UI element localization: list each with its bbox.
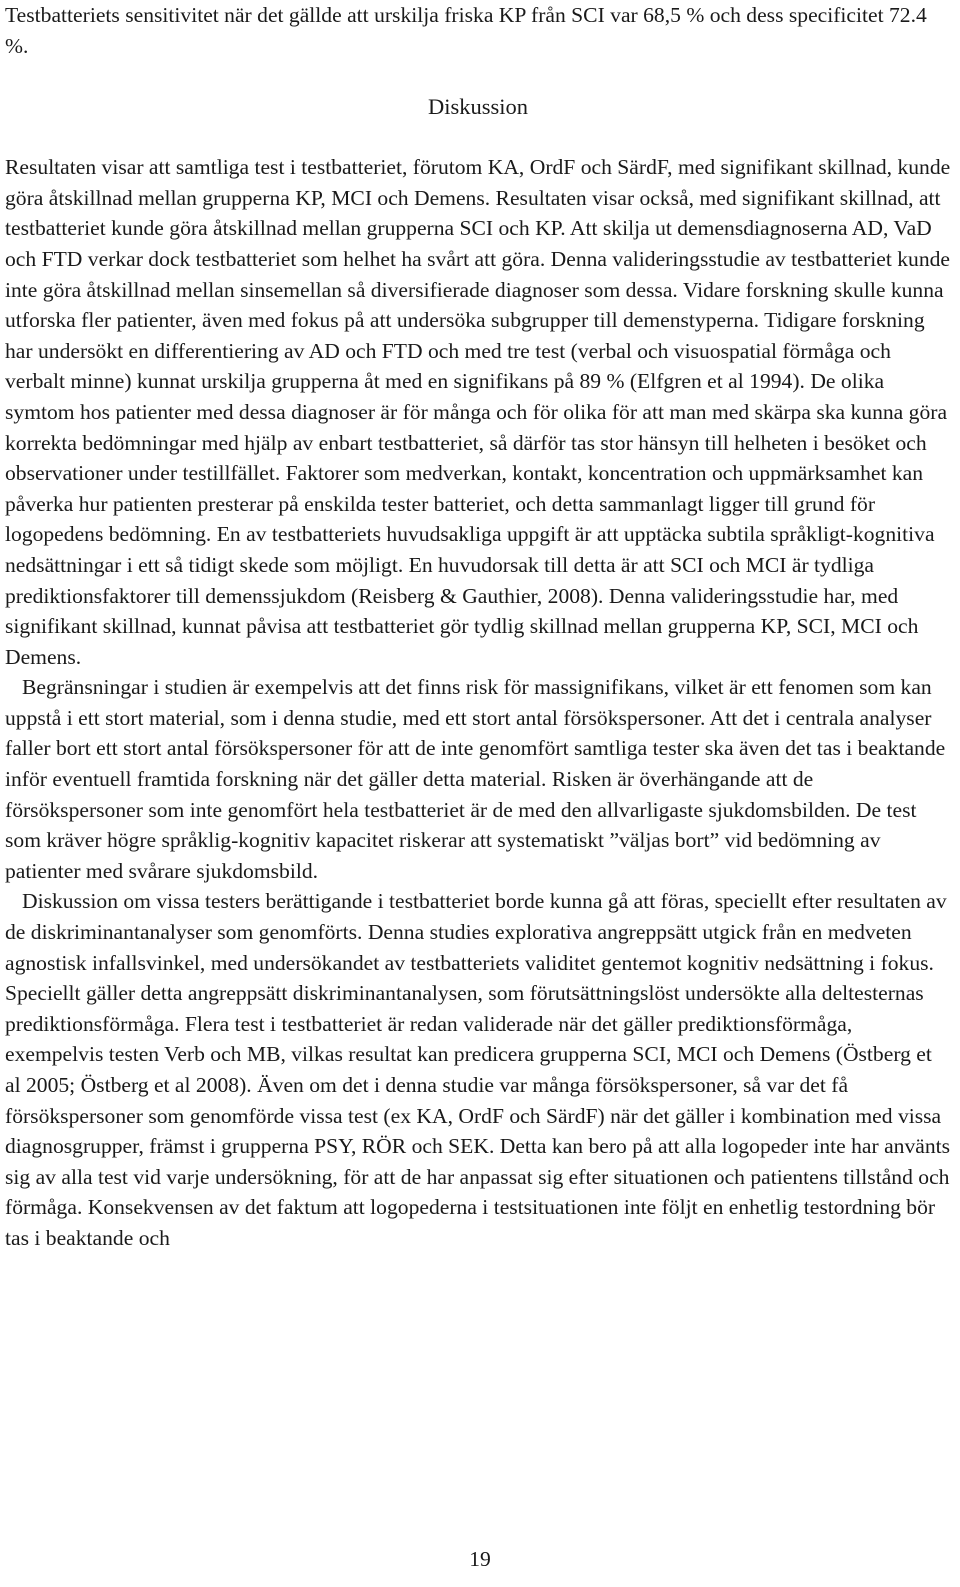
body-paragraph-limitations: Begränsningar i studien är exempelvis att det finns risk för massignifikans, vilket är ett fenomen som kan uppstå i ett stort material, som i denna studie, med ett stort antal försökspersoner. Att det i centrala analyser faller bort ett stort antal försökspersoner för att de inte genomfört samtliga tester ska även det tas i beaktande inför eventuell framtida forskning när det gäller detta material. Risken är överhängande att de försökspersoner som inte genomfört hela testbatteriet är de med den allvarligaste sjukdomsbilden. De test som kräver högre språklig-kognitiv kapacitet riskerar att systematiskt ”väljas bort” vid bedömning av patienter med svårare sjukdomsbild. [5,675,946,883]
intro-paragraph: Testbatteriets sensitivitet när det gällde att urskilja friska KP från SCI var 68,5 % och dess specificitet 72.4 %. [5,3,927,58]
body-paragraph-test-discussion: Diskussion om vissa testers berättigande i testbatteriet borde kunna gå att föras, speciellt efter resultaten av de diskriminantanalyser som genomförts. Denna studies explorativa angreppsätt utgick från en medveten agnostisk infallsvinkel, med undersökandet av testbatteriets validitet gentemot kognitiv nedsättning i fokus. Speciellt gäller detta angreppsätt diskriminantanalysen, som förutsättningslöst undersökte alla deltesternas prediktionsförmåga. Flera test i testbatteriet är redan validerade när det gäller prediktionsförmåga, exempelvis testen Verb och MB, vilkas resultat kan predicera grupperna SCI, MCI och Demens (Östberg et al 2005; Östberg et al 2008). Även om det i denna studie var många försökspersoner, så var det få försökspersoner som genomförde vissa test (ex KA, OrdF och SärdF) när det gäller i kombination med vissa diagnosgrupper, främst i grupperna PSY, RÖR och SEK. Detta kan bero på att alla logopeder inte har använts sig av alla test vid varje undersökning, för att de har anpassat sig efter situationen och patientens tillstånd och förmåga. Konsekvensen av det faktum att logopederna i testsituationen inte följt en enhetlig testordning bör tas i beaktande och [5,889,951,1250]
page-number: 19 [469,1547,491,1571]
page-content [5,0,951,1254]
body-paragraph-results: Resultaten visar att samtliga test i testbatteriet, förutom KA, OrdF och SärdF, med signifikant skillnad, kunde göra åtskillnad mellan grupperna KP, MCI och Demens. Resultaten visar också, med signifikant skillnad, att testbatteriet kunde göra åtskillnad mellan grupperna SCI och KP. Att skilja ut demensdiagnoserna AD, VaD och FTD verkar dock testbatteriet som helhet ha svårt att göra. Denna valideringsstudie av testbatteriet kunde inte göra åtskillnad mellan sinsemellan så diversifierade diagnoser som dessa. Vidare forskning skulle kunna utforska fler patienter, även med fokus på att undersöka subgrupper till demenstyperna. Tidigare forskning har undersökt en differentiering av AD och FTD och med tre test (verbal och visuospatial förmåga och verbalt minne) kunnat urskilja grupperna åt med en signifikans på 89 % (Elfgren et al 1994). De olika symtom hos patienter med dessa diagnoser är för många och för olika för att man med skärpa ska kunna göra korrekta bedömningar med hjälp av enbart testbatteriet, så därför tas stor hänsyn till helheten i besöket och observationer under testillfället. Faktorer som medverkan, kontakt, koncentration och uppmärksamhet kan påverka hur patienten presterar på enskilda tester batteriet, och detta sammanlagt ligger till grund för logopedens bedömning. En av testbatteriets huvudsakliga uppgift är att upptäcka subtila språkligt-kognitiva nedsättningar i ett så tidigt skede som möjligt. En huvudorsak till detta är att SCI och MCI är tydliga prediktionsfaktorer till demenssjukdom (Reisberg & Gauthier, 2008). Denna valideringsstudie har, med signifikant skillnad, kunnat påvisa att testbatteriet gör tydlig skillnad mellan grupperna KP, SCI, MCI och Demens. [5,155,951,669]
section-heading: Diskussion [427,94,529,120]
